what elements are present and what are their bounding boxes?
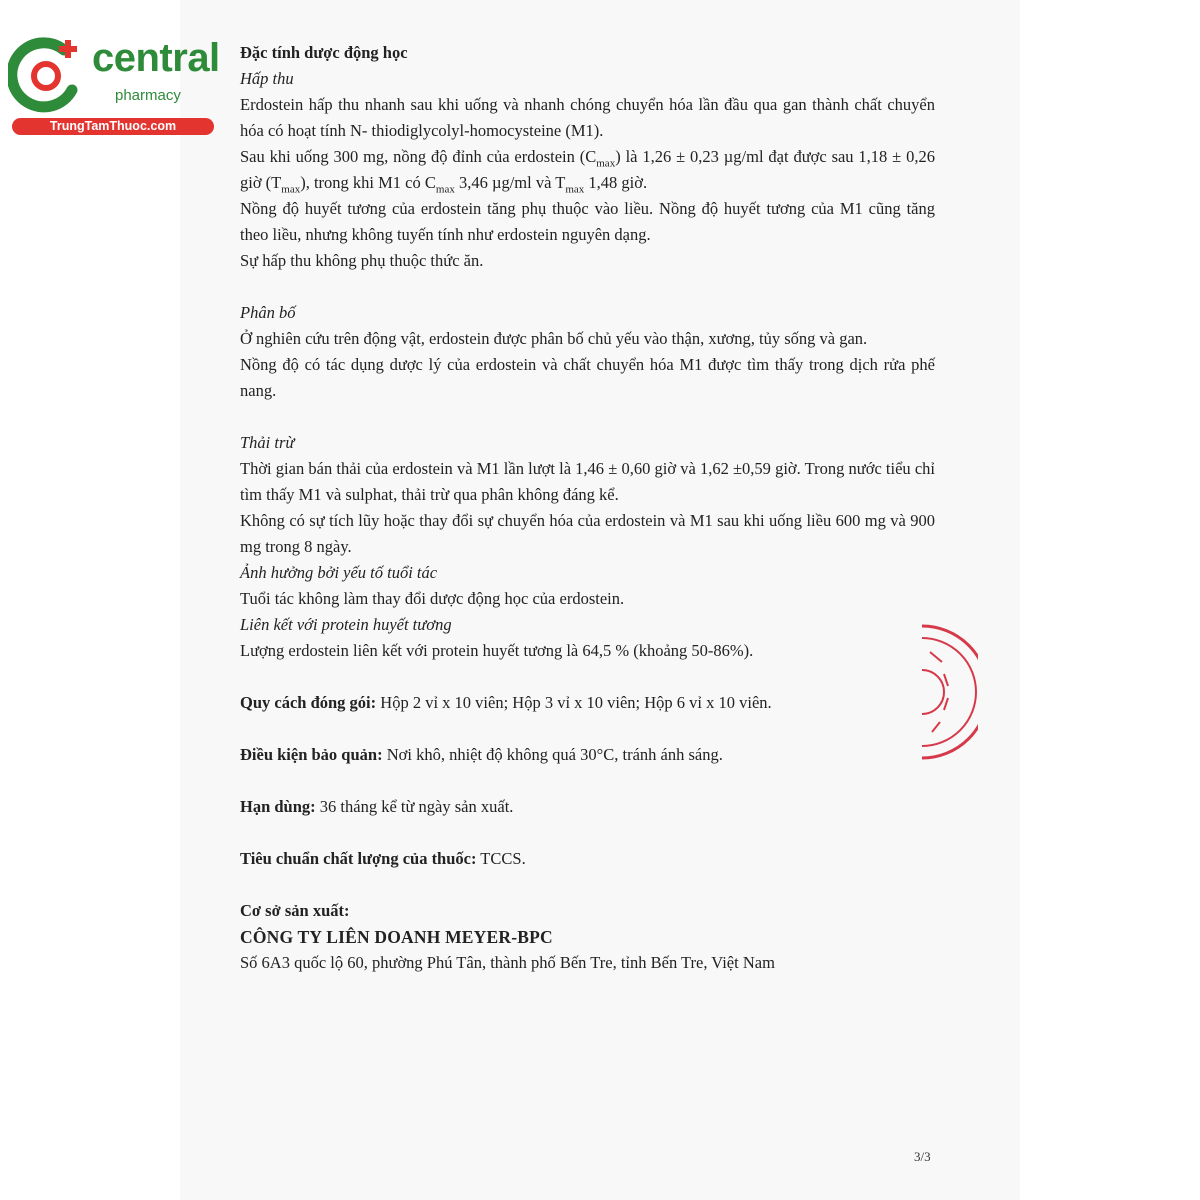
paragraph: Nồng độ có tác dụng dược lý của erdostein và chất chuyển hóa M1 được tìm thấy trong dịch rửa phế nang. [240,355,935,400]
brand-name: central [92,36,220,80]
subheading-distribution: Phân bố [240,303,296,322]
pharmacy-cross-icon [8,36,92,116]
brand-subtitle: pharmacy [115,87,181,104]
paragraph: Thời gian bán thải của erdostein và M1 lần lượt là 1,46 ± 0,60 giờ và 1,62 ±0,59 giờ. Trong nước tiểu chỉ tìm thấy M1 và sulphat, thải trừ qua phân không đáng kể. [240,459,935,504]
central-pharmacy-logo[interactable] [8,36,218,136]
subheading-elimination: Thải trừ [240,433,295,452]
paragraph: Không có sự tích lũy hoặc thay đổi sự chuyển hóa của erdostein và M1 sau khi uống liều 600 mg và 900 mg trong 8 ngày. [240,511,935,556]
page-number: 3/3 [914,1149,931,1164]
paragraph: Sự hấp thu không phụ thuộc thức ăn. [240,251,484,270]
document-body [240,40,935,976]
storage-line: Điều kiện bảo quản: Nơi khô, nhiệt độ không quá 30°C, tránh ánh sáng. [240,745,723,764]
subheading-protein-binding: Liên kết với protein huyết tương [240,615,452,634]
manufacturer-company: CÔNG TY LIÊN DOANH MEYER-BPC [240,927,553,947]
manufacturer-label: Cơ sở sản xuất: [240,901,350,920]
paragraph: Erdostein hấp thu nhanh sau khi uống và nhanh chóng chuyển hóa lần đầu qua gan thành chất chuyển hóa có hoạt tính N- thiodiglycolyl-homocysteine (M1). [240,95,935,140]
paragraph-cmax: Sau khi uống 300 mg, nồng độ đỉnh của erdostein $(C_{max})$ là 1,26 ± 0,23 µg/ml đạt được sau 1,18 ± 0,26 giờ $(T_{max})$, trong khi M1 có $C_{max}$ 3,46 µg/ml và $T_{max}$ 1,48 giờ. [240,147,935,196]
section-heading-pharmacokinetics: Đặc tính dược động học [240,43,408,62]
packaging-line: Quy cách đóng gói: Hộp 2 vỉ x 10 viên; Hộp 3 vỉ x 10 viên; Hộp 6 vỉ x 10 viên. [240,693,772,712]
subheading-age: Ảnh hưởng bởi yếu tố tuổi tác [240,563,438,582]
shelf-life-line: Hạn dùng: 36 tháng kể từ ngày sản xuất. [240,797,514,816]
subheading-absorption: Hấp thu [240,69,294,88]
paragraph: Nồng độ huyết tương của erdostein tăng phụ thuộc vào liều. Nồng độ huyết tương của M1 cũng tăng theo liều, nhưng không tuyến tính như erdostein nguyên dạng. [240,199,935,244]
paragraph: Tuổi tác không làm thay đổi dược động học của erdostein. [240,589,625,608]
brand-website[interactable]: TrungTamThuoc.com [12,118,214,135]
manufacturer-address: Số 6A3 quốc lộ 60, phường Phú Tân, thành phố Bến Tre, tỉnh Bến Tre, Việt Nam [240,953,775,972]
paragraph: Lượng erdostein liên kết với protein huyết tương là 64,5 % (khoảng 50-86%). [240,641,754,660]
quality-standard-line: Tiêu chuẩn chất lượng của thuốc: TCCS. [240,849,526,868]
red-stamp-icon [918,622,978,762]
paragraph: Ở nghiên cứu trên động vật, erdostein được phân bố chủ yếu vào thận, xương, tủy sống và gan. [240,329,868,348]
